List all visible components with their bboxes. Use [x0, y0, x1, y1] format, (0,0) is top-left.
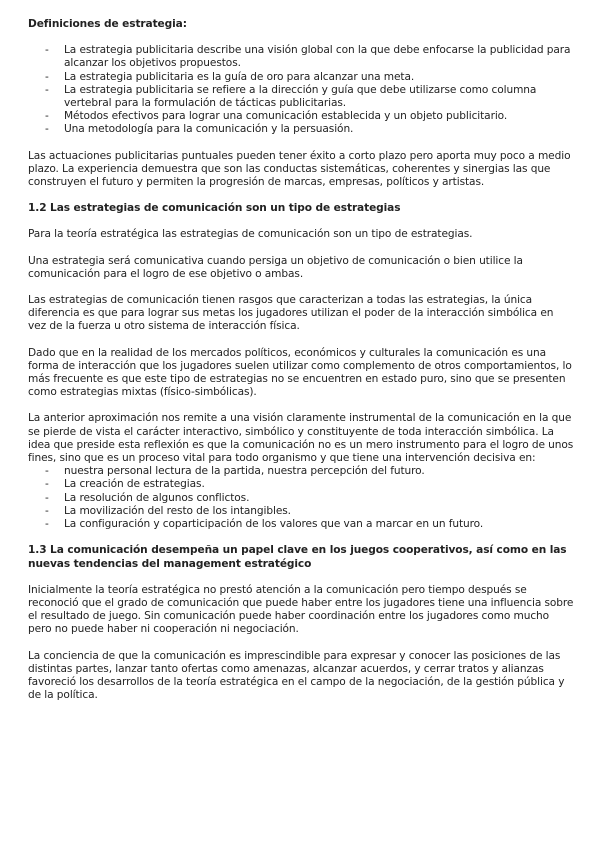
list-item: - La creación de estrategias. [28, 478, 574, 491]
list-item: - La configuración y coparticipación de los valores que van a marcar en un futuro. [28, 518, 574, 531]
intervention-list [28, 465, 574, 531]
list-item: - Una metodología para la comunicación y la persuasión. [28, 123, 574, 136]
paragraph: Para la teoría estratégica las estrategias de comunicación son un tipo de estrategias. [28, 228, 473, 241]
paragraph: Las estrategias de comunicación tienen rasgos que caracterizan a todas las estrategias, la única diferencia es que para lograr sus metas los jugadores utilizan el poder de la interacción simbólica en vez de la fuerza u otro sistema de interacción física. [28, 294, 554, 333]
list-item: - La resolución de algunos conflictos. [28, 492, 574, 505]
section-heading-1-2: 1.2 Las estrategias de comunicación son un tipo de estrategias [28, 202, 401, 215]
paragraph: Dado que en la realidad de los mercados políticos, económicos y culturales la comunicación es una forma de interacción que los jugadores suelen utilizar como complemento de otros comportamientos, lo más frecuente es que este tipo de estrategias no se encuentren en estado puro, sino que se presenten como estrategias mixtas (físico-simbólicas). [28, 346, 572, 399]
list-item: - La estrategia publicitaria describe una visión global con la que debe enfocarse la publicidad para alcanzar los objetivos propuestos. [28, 44, 574, 70]
list-item: - La estrategia publicitaria se refiere a la dirección y guía que debe utilizarse como columna vertebral para la formulación de tácticas publicitarias. [28, 84, 574, 110]
paragraph: Una estrategia será comunicativa cuando persiga un objetivo de comunicación o bien utilice la comunicación para el logro de ese objetivo o ambas. [28, 254, 523, 280]
paragraph: Inicialmente la teoría estratégica no prestó atención a la comunicación pero tiempo después se reconoció que el grado de comunicación que puede haber entre los jugadores tiene una influencia sobre el resultado de juego. Sin comunicación puede haber coordinación entre los jugadores como mucho pero no puede haber ni cooperación ni negociación. [28, 583, 574, 636]
list-item: - La movilización del resto de los intangibles. [28, 505, 574, 518]
paragraph: La anterior aproximación nos remite a una visión claramente instrumental de la comunicación en la que se pierde de vista el carácter interactivo, simbólico y constituyente de toda interacción simbólica. La idea que preside esta reflexión es que la comunicación no es un mero instrumento para el logro de unos fines, sino que es un proceso vital para todo organismo y que tiene una intervención decisiva en: [28, 412, 574, 465]
paragraph: Las actuaciones publicitarias puntuales pueden tener éxito a corto plazo pero aporta muy poco a medio plazo. La experiencia demuestra que son las conductas sistemáticas, coherentes y sinergias las que construyen el futuro y permiten la progresión de marcas, empresas, políticos y artistas. [28, 149, 571, 189]
list-item: - Métodos efectivos para lograr una comunicación establecida y un objeto publicitario. [28, 110, 574, 123]
definitions-list [28, 44, 574, 136]
list-item: - nuestra personal lectura de la partida, nuestra percepción del futuro. [28, 465, 574, 478]
paragraph: La conciencia de que la comunicación es imprescindible para expresar y conocer las posiciones de las distintas partes, lanzar tanto ofertas como amenazas, alcanzar acuerdos, y cerrar tratos y alianzas favoreció los desarrollos de la teoría estratégica en el campo de la negociación, de la gestión pública y de la política. [28, 649, 565, 702]
section-heading-1-3: 1.3 La comunicación desempeña un papel clave en los juegos cooperativos, así como en las nuevas tendencias del management estratégico [28, 544, 567, 570]
list-item: - La estrategia publicitaria es la guía de oro para alcanzar una meta. [28, 71, 574, 84]
definitions-heading: Definiciones de estrategia: [28, 18, 187, 30]
